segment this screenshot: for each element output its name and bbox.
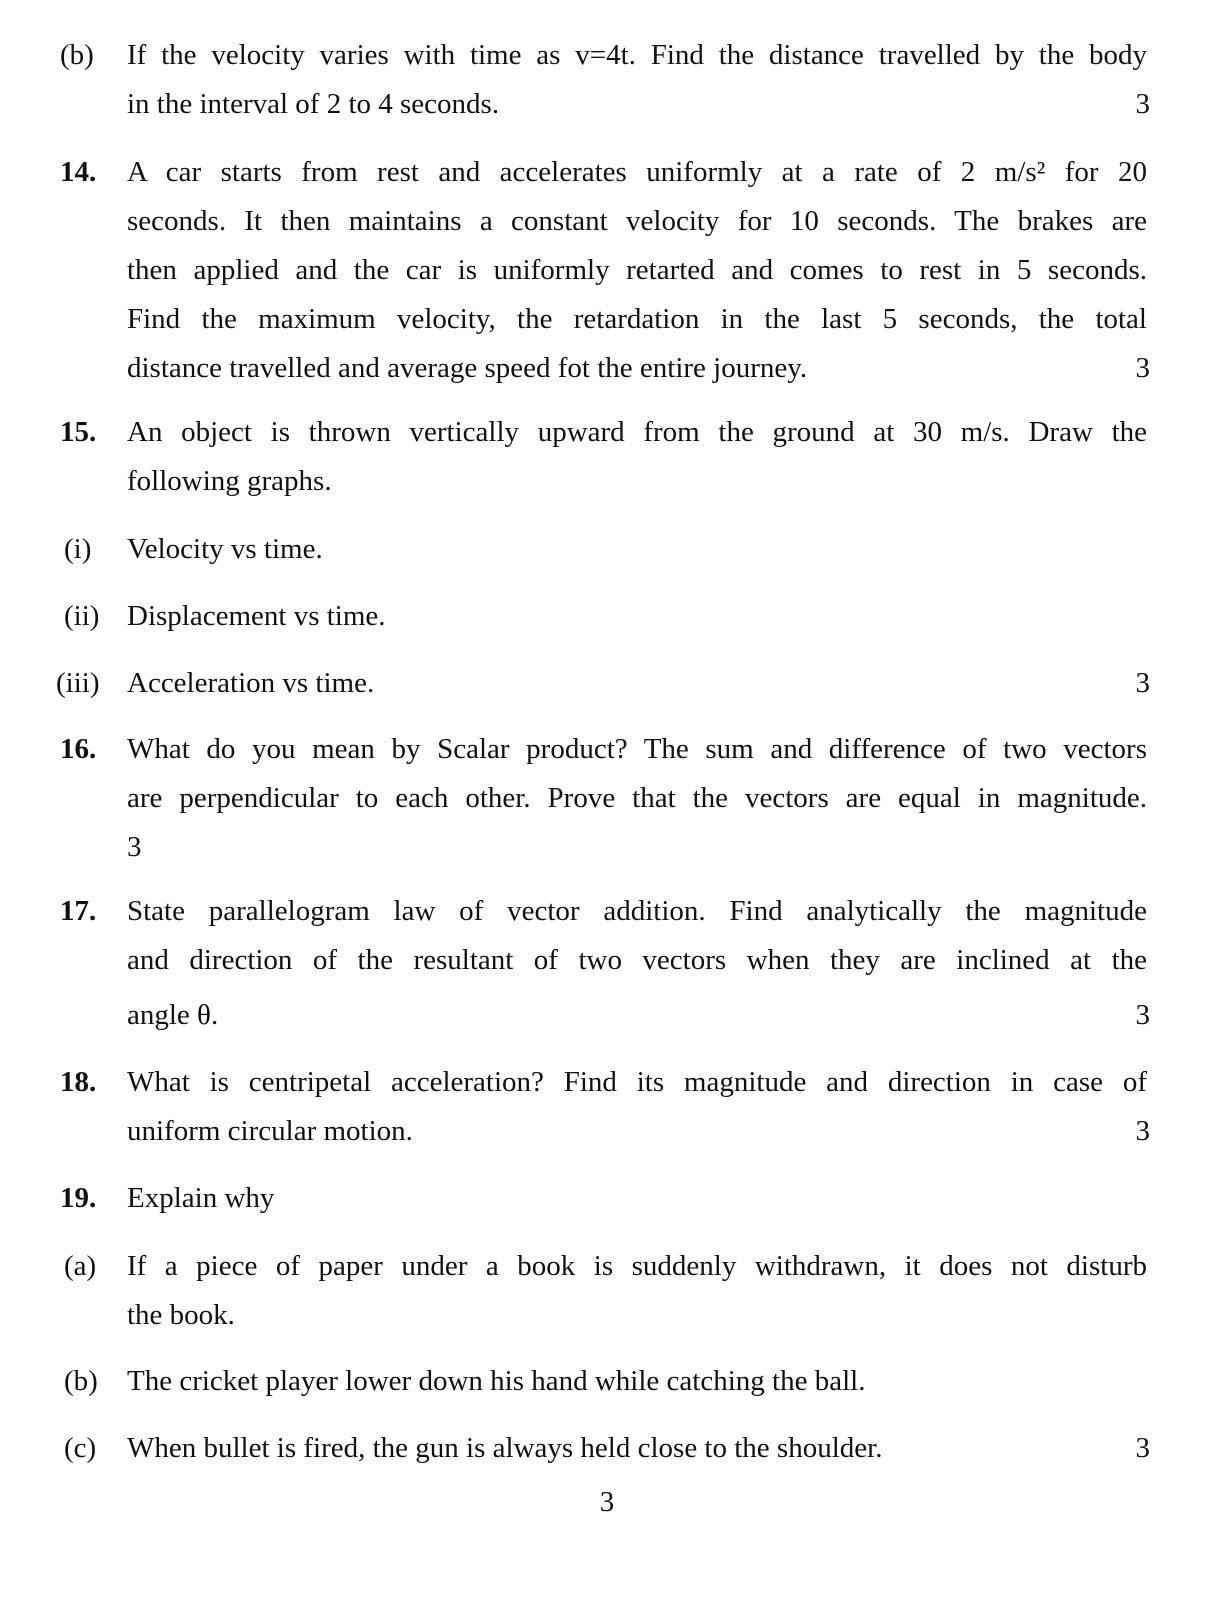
question-text — [127, 408, 1147, 506]
question-label: 14. — [60, 156, 97, 188]
marks: 3 — [1135, 352, 1150, 384]
question-line: The cricket player lower down his hand while catching the ball. — [127, 1365, 866, 1397]
question-line: Velocity vs time. — [127, 533, 323, 565]
question-line: Acceleration vs time. — [127, 667, 375, 699]
marks: 3 — [1135, 88, 1150, 120]
question-text — [127, 148, 1147, 393]
marks: 3 — [1135, 667, 1150, 699]
question-label: 15. — [60, 416, 97, 448]
marks: 3 — [1135, 999, 1150, 1031]
question-label: 19. — [60, 1182, 97, 1214]
question-label: (i) — [64, 533, 92, 565]
marks: 3 — [127, 831, 142, 863]
question-text — [127, 31, 1147, 129]
question-line: State parallelogram law of vector addition. Find analytically the magnitude — [127, 895, 1147, 927]
marks: 3 — [1135, 1432, 1150, 1464]
question-line: What do you mean by Scalar product? The sum and difference of two vectors — [127, 733, 1147, 765]
question-text — [127, 1174, 1147, 1223]
question-line: distance travelled and average speed fot the entire journey. — [127, 352, 808, 384]
question-label: (a) — [64, 1250, 97, 1282]
question-line: then applied and the car is uniformly retarted and comes to rest in 5 seconds. — [127, 254, 1147, 286]
question-text — [127, 525, 1147, 574]
question-line: An object is thrown vertically upward from the ground at 30 m/s. Draw the — [127, 416, 1147, 448]
question-text — [127, 659, 1147, 708]
question-line: the book. — [127, 1299, 235, 1331]
question-text — [127, 887, 1147, 1040]
question-line: in the interval of 2 to 4 seconds. — [127, 88, 500, 120]
question-label: (c) — [64, 1432, 97, 1464]
question-line: seconds. It then maintains a constant velocity for 10 seconds. The brakes are — [127, 205, 1147, 237]
question-line: are perpendicular to each other. Prove that the vectors are equal in magnitude. — [127, 782, 1147, 814]
question-line: When bullet is fired, the gun is always held close to the shoulder. — [127, 1432, 883, 1464]
question-line: following graphs. — [127, 465, 332, 497]
question-text — [127, 725, 1147, 872]
question-line: What is centripetal acceleration? Find its magnitude and direction in case of — [127, 1066, 1147, 1098]
question-line: Displacement vs time. — [127, 600, 386, 632]
question-label: (b) — [64, 1365, 98, 1397]
page-number: 3 — [599, 1486, 615, 1518]
question-label: 17. — [60, 895, 97, 927]
question-label: 16. — [60, 733, 97, 765]
question-line: If a piece of paper under a book is suddenly withdrawn, it does not disturb — [127, 1250, 1147, 1282]
question-line: Find the maximum velocity, the retardation in the last 5 seconds, the total — [127, 303, 1147, 335]
question-line: A car starts from rest and accelerates uniformly at a rate of 2 m/s² for 20 — [127, 156, 1147, 188]
question-line: Explain why — [127, 1182, 275, 1214]
question-line: angle θ. — [127, 999, 219, 1031]
question-line: and direction of the resultant of two vectors when they are inclined at the — [127, 944, 1147, 976]
marks: 3 — [1135, 1115, 1150, 1147]
question-label: (b) — [60, 39, 94, 71]
question-text — [127, 1424, 1147, 1473]
question-text — [127, 592, 1147, 641]
question-line: If the velocity varies with time as v=4t. Find the distance travelled by the body — [127, 39, 1147, 71]
question-label: 18. — [60, 1066, 97, 1098]
question-text — [127, 1058, 1147, 1156]
question-label: (ii) — [64, 600, 100, 632]
question-line: uniform circular motion. — [127, 1115, 413, 1147]
question-label: (iii) — [56, 667, 100, 699]
question-text — [127, 1242, 1147, 1340]
question-text — [127, 1357, 1147, 1406]
